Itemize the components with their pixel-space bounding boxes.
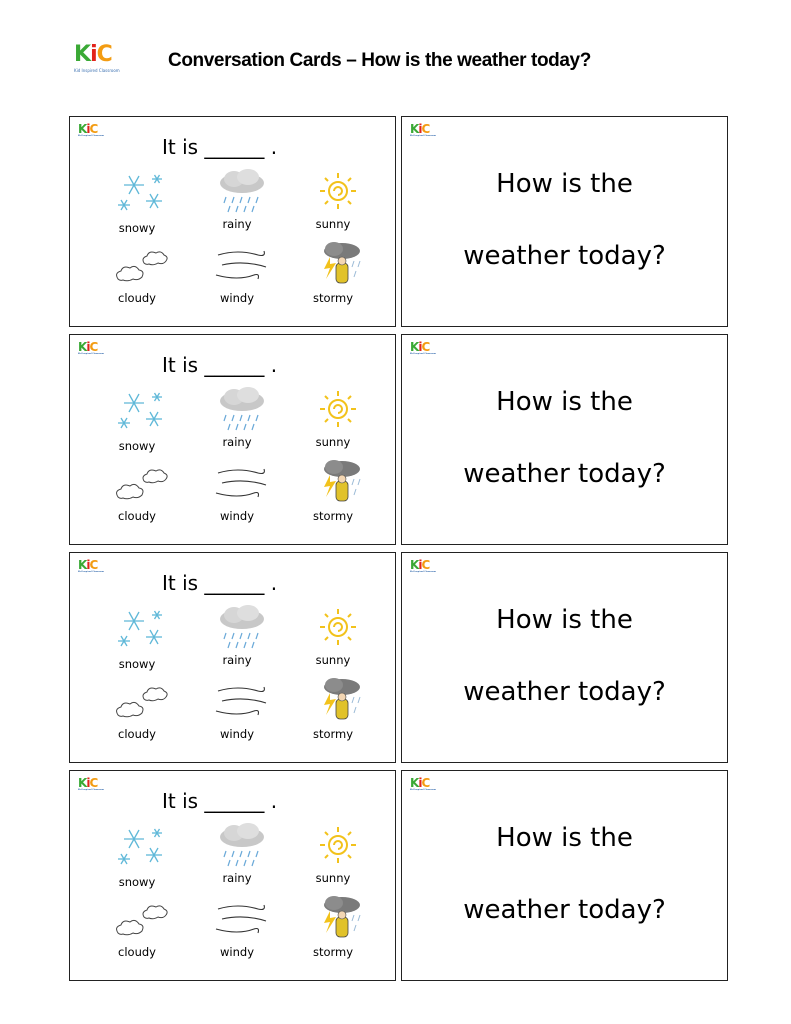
weather-label: rainy bbox=[222, 217, 252, 231]
weather-option bbox=[192, 677, 282, 747]
answer-card bbox=[69, 116, 396, 327]
answer-prompt: It is ______ . bbox=[162, 789, 278, 813]
question-card bbox=[401, 334, 728, 545]
card-logo: KiC Kid Inspired Classroom bbox=[78, 340, 105, 355]
weather-label: rainy bbox=[222, 435, 252, 449]
logo bbox=[74, 44, 124, 82]
snowflake-icon bbox=[112, 169, 172, 217]
question-line-1: How is the bbox=[496, 169, 633, 199]
rain-cloud-icon bbox=[212, 605, 272, 653]
weather-option bbox=[92, 387, 182, 457]
wind-icon bbox=[212, 241, 272, 289]
weather-option bbox=[288, 459, 378, 529]
snowflake-icon bbox=[112, 387, 172, 435]
question-card bbox=[401, 116, 728, 327]
weather-option bbox=[192, 895, 282, 965]
sun-icon bbox=[308, 823, 368, 871]
weather-option bbox=[92, 895, 182, 965]
weather-label: snowy bbox=[118, 657, 156, 671]
snowflake-icon bbox=[112, 605, 172, 653]
card-logo: KiC Kid Inspired Classroom bbox=[78, 122, 105, 137]
question-line-1: How is the bbox=[496, 387, 633, 417]
answer-card bbox=[69, 552, 396, 763]
question-line-2: weather today? bbox=[463, 459, 666, 489]
sun-icon bbox=[308, 605, 368, 653]
weather-option bbox=[192, 241, 282, 311]
weather-label: snowy bbox=[118, 439, 156, 453]
page-title: Conversation Cards – How is the weather today? bbox=[168, 50, 591, 71]
weather-option bbox=[92, 459, 182, 529]
weather-label: sunny bbox=[315, 435, 351, 449]
weather-label: cloudy bbox=[118, 291, 156, 305]
weather-option bbox=[92, 241, 182, 311]
answer-prompt: It is ______ . bbox=[162, 571, 278, 595]
weather-option bbox=[288, 677, 378, 747]
cloud-icon bbox=[112, 241, 172, 289]
snowflake-icon bbox=[112, 823, 172, 871]
weather-option bbox=[92, 677, 182, 747]
weather-label: snowy bbox=[118, 875, 156, 889]
cloud-icon bbox=[112, 677, 172, 725]
card-logo: KiC Kid Inspired Classroom bbox=[410, 122, 437, 137]
card-logo: KiC Kid Inspired Classroom bbox=[410, 340, 437, 355]
question-card bbox=[401, 770, 728, 981]
question-line-1: How is the bbox=[496, 605, 633, 635]
answer-card bbox=[69, 770, 396, 981]
weather-option bbox=[288, 823, 378, 893]
weather-option bbox=[192, 387, 282, 457]
storm-icon bbox=[308, 895, 368, 943]
card-logo: KiC Kid Inspired Classroom bbox=[78, 558, 105, 573]
card-logo: KiC Kid Inspired Classroom bbox=[78, 776, 105, 791]
sun-icon bbox=[308, 169, 368, 217]
weather-option bbox=[288, 605, 378, 675]
cloud-icon bbox=[112, 459, 172, 507]
weather-option bbox=[192, 459, 282, 529]
weather-label: stormy bbox=[312, 291, 354, 305]
weather-label: cloudy bbox=[118, 945, 156, 959]
question-card bbox=[401, 552, 728, 763]
weather-option bbox=[192, 605, 282, 675]
logo-mark: KiC bbox=[74, 42, 112, 67]
cloud-icon bbox=[112, 895, 172, 943]
weather-option bbox=[192, 169, 282, 239]
weather-option bbox=[288, 169, 378, 239]
card-logo: KiC Kid Inspired Classroom bbox=[410, 776, 437, 791]
storm-icon bbox=[308, 677, 368, 725]
weather-label: stormy bbox=[312, 945, 354, 959]
rain-cloud-icon bbox=[212, 823, 272, 871]
weather-option bbox=[288, 387, 378, 457]
logo-tagline: Kid Inspired Classroom bbox=[74, 68, 120, 73]
weather-label: rainy bbox=[222, 871, 252, 885]
sun-icon bbox=[308, 387, 368, 435]
question-line-2: weather today? bbox=[463, 895, 666, 925]
wind-icon bbox=[212, 459, 272, 507]
weather-label: windy bbox=[220, 291, 254, 305]
weather-label: stormy bbox=[312, 727, 354, 741]
weather-label: snowy bbox=[118, 221, 156, 235]
answer-prompt: It is ______ . bbox=[162, 135, 278, 159]
weather-option bbox=[92, 823, 182, 893]
question-line-2: weather today? bbox=[463, 241, 666, 271]
answer-prompt: It is ______ . bbox=[162, 353, 278, 377]
storm-icon bbox=[308, 459, 368, 507]
weather-label: windy bbox=[220, 509, 254, 523]
weather-label: sunny bbox=[315, 217, 351, 231]
rain-cloud-icon bbox=[212, 387, 272, 435]
weather-label: windy bbox=[220, 945, 254, 959]
wind-icon bbox=[212, 895, 272, 943]
weather-label: cloudy bbox=[118, 727, 156, 741]
weather-label: sunny bbox=[315, 871, 351, 885]
weather-option bbox=[288, 895, 378, 965]
question-line-2: weather today? bbox=[463, 677, 666, 707]
answer-card bbox=[69, 334, 396, 545]
weather-option bbox=[192, 823, 282, 893]
weather-label: cloudy bbox=[118, 509, 156, 523]
weather-option bbox=[288, 241, 378, 311]
card-logo: KiC Kid Inspired Classroom bbox=[410, 558, 437, 573]
wind-icon bbox=[212, 677, 272, 725]
weather-label: windy bbox=[220, 727, 254, 741]
rain-cloud-icon bbox=[212, 169, 272, 217]
weather-option bbox=[92, 169, 182, 239]
weather-option bbox=[92, 605, 182, 675]
weather-label: rainy bbox=[222, 653, 252, 667]
storm-icon bbox=[308, 241, 368, 289]
weather-label: sunny bbox=[315, 653, 351, 667]
weather-label: stormy bbox=[312, 509, 354, 523]
question-line-1: How is the bbox=[496, 823, 633, 853]
